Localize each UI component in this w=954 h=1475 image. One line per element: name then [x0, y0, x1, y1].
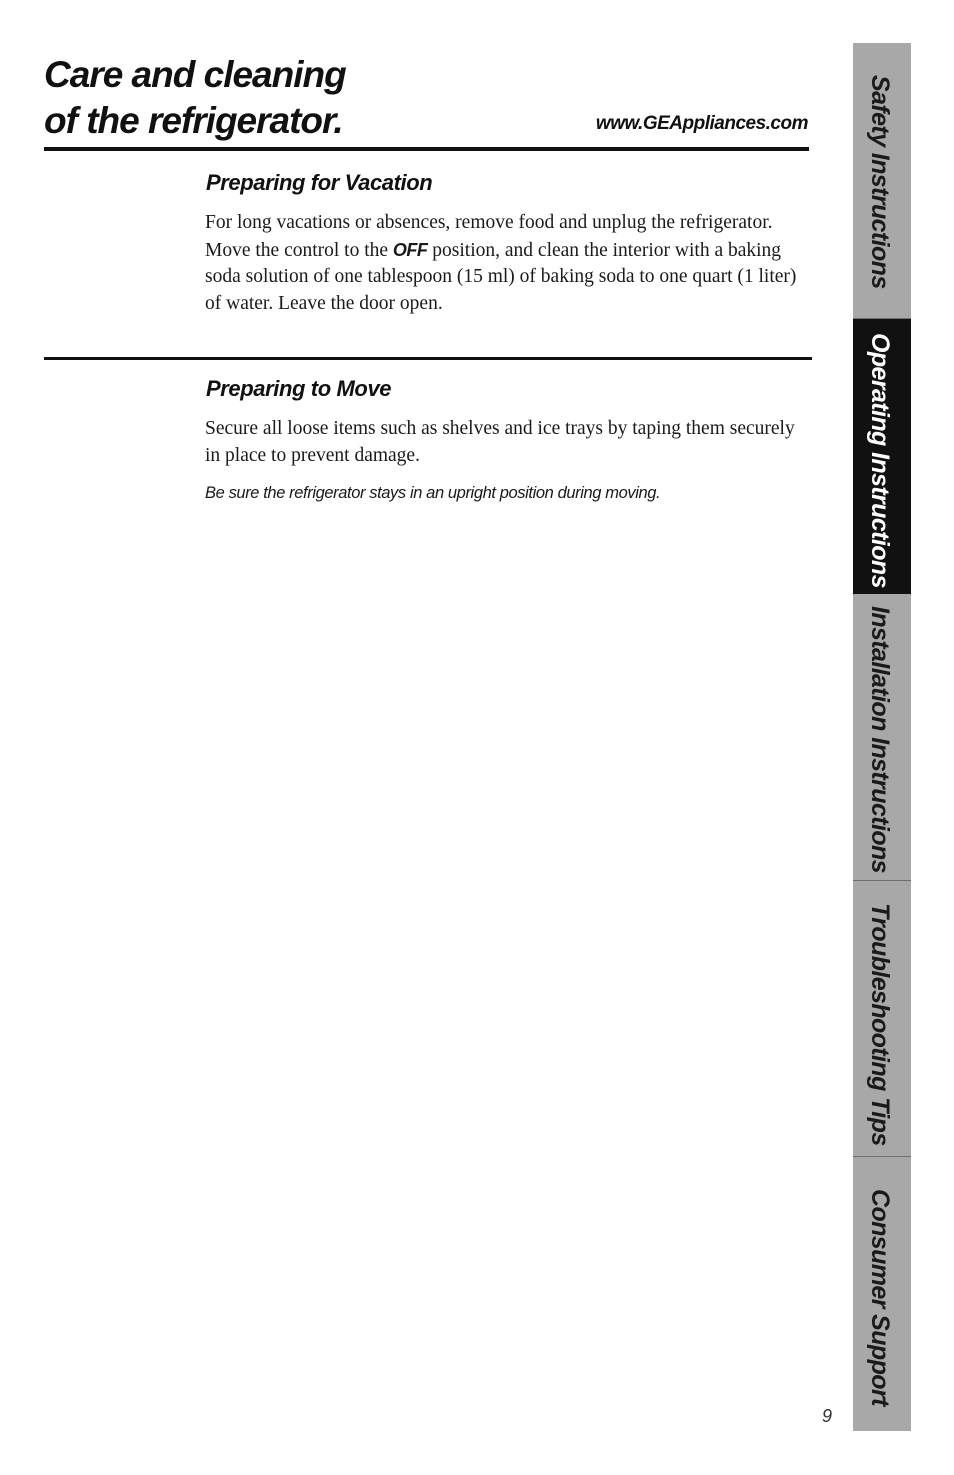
- section-tabs: [853, 43, 911, 1431]
- section-divider: [44, 357, 812, 360]
- move-paragraph: Secure all loose items such as shelves and ice trays by taping them securely in place to prevent damage.: [205, 418, 795, 466]
- tab-label: Installation Instructions: [866, 606, 894, 873]
- off-setting-label: OFF: [392, 239, 428, 260]
- page-number: 9: [822, 1406, 833, 1426]
- header-divider: [44, 147, 809, 151]
- tab-safety-instructions[interactable]: [853, 43, 911, 319]
- tab-installation-instructions[interactable]: [853, 594, 911, 881]
- tab-label: Troubleshooting Tips: [866, 903, 894, 1146]
- move-note: Be sure the refrigerator stays in an upright position during moving.: [205, 484, 661, 502]
- page-title-line-2: of the refrigerator.: [44, 100, 343, 141]
- tab-troubleshooting-tips[interactable]: [853, 881, 911, 1157]
- vacation-text-start: For long vacations or absences, remove food and unplug the refrigerator. Move the control to the: [205, 212, 773, 261]
- page-title-line-1: Care and cleaning: [44, 54, 346, 95]
- tab-consumer-support[interactable]: [853, 1157, 911, 1431]
- page-title: [44, 52, 346, 144]
- vacation-paragraph: [205, 210, 810, 317]
- vacation-text-end: position, and clean the interior with a baking soda solution of one tablespoon (15 ml) of baking soda to one quart (1 liter) of water. Leave the door open.: [205, 239, 797, 314]
- move-heading: Preparing to Move: [206, 376, 392, 401]
- tab-label: Operating Instructions: [866, 333, 894, 588]
- website-link[interactable]: www.GEAppliances.com: [595, 113, 808, 134]
- tab-label: Consumer Support: [866, 1189, 894, 1406]
- tab-label: Safety Instructions: [866, 75, 894, 289]
- vacation-heading: Preparing for Vacation: [206, 170, 433, 195]
- tab-operating-instructions[interactable]: [853, 319, 911, 594]
